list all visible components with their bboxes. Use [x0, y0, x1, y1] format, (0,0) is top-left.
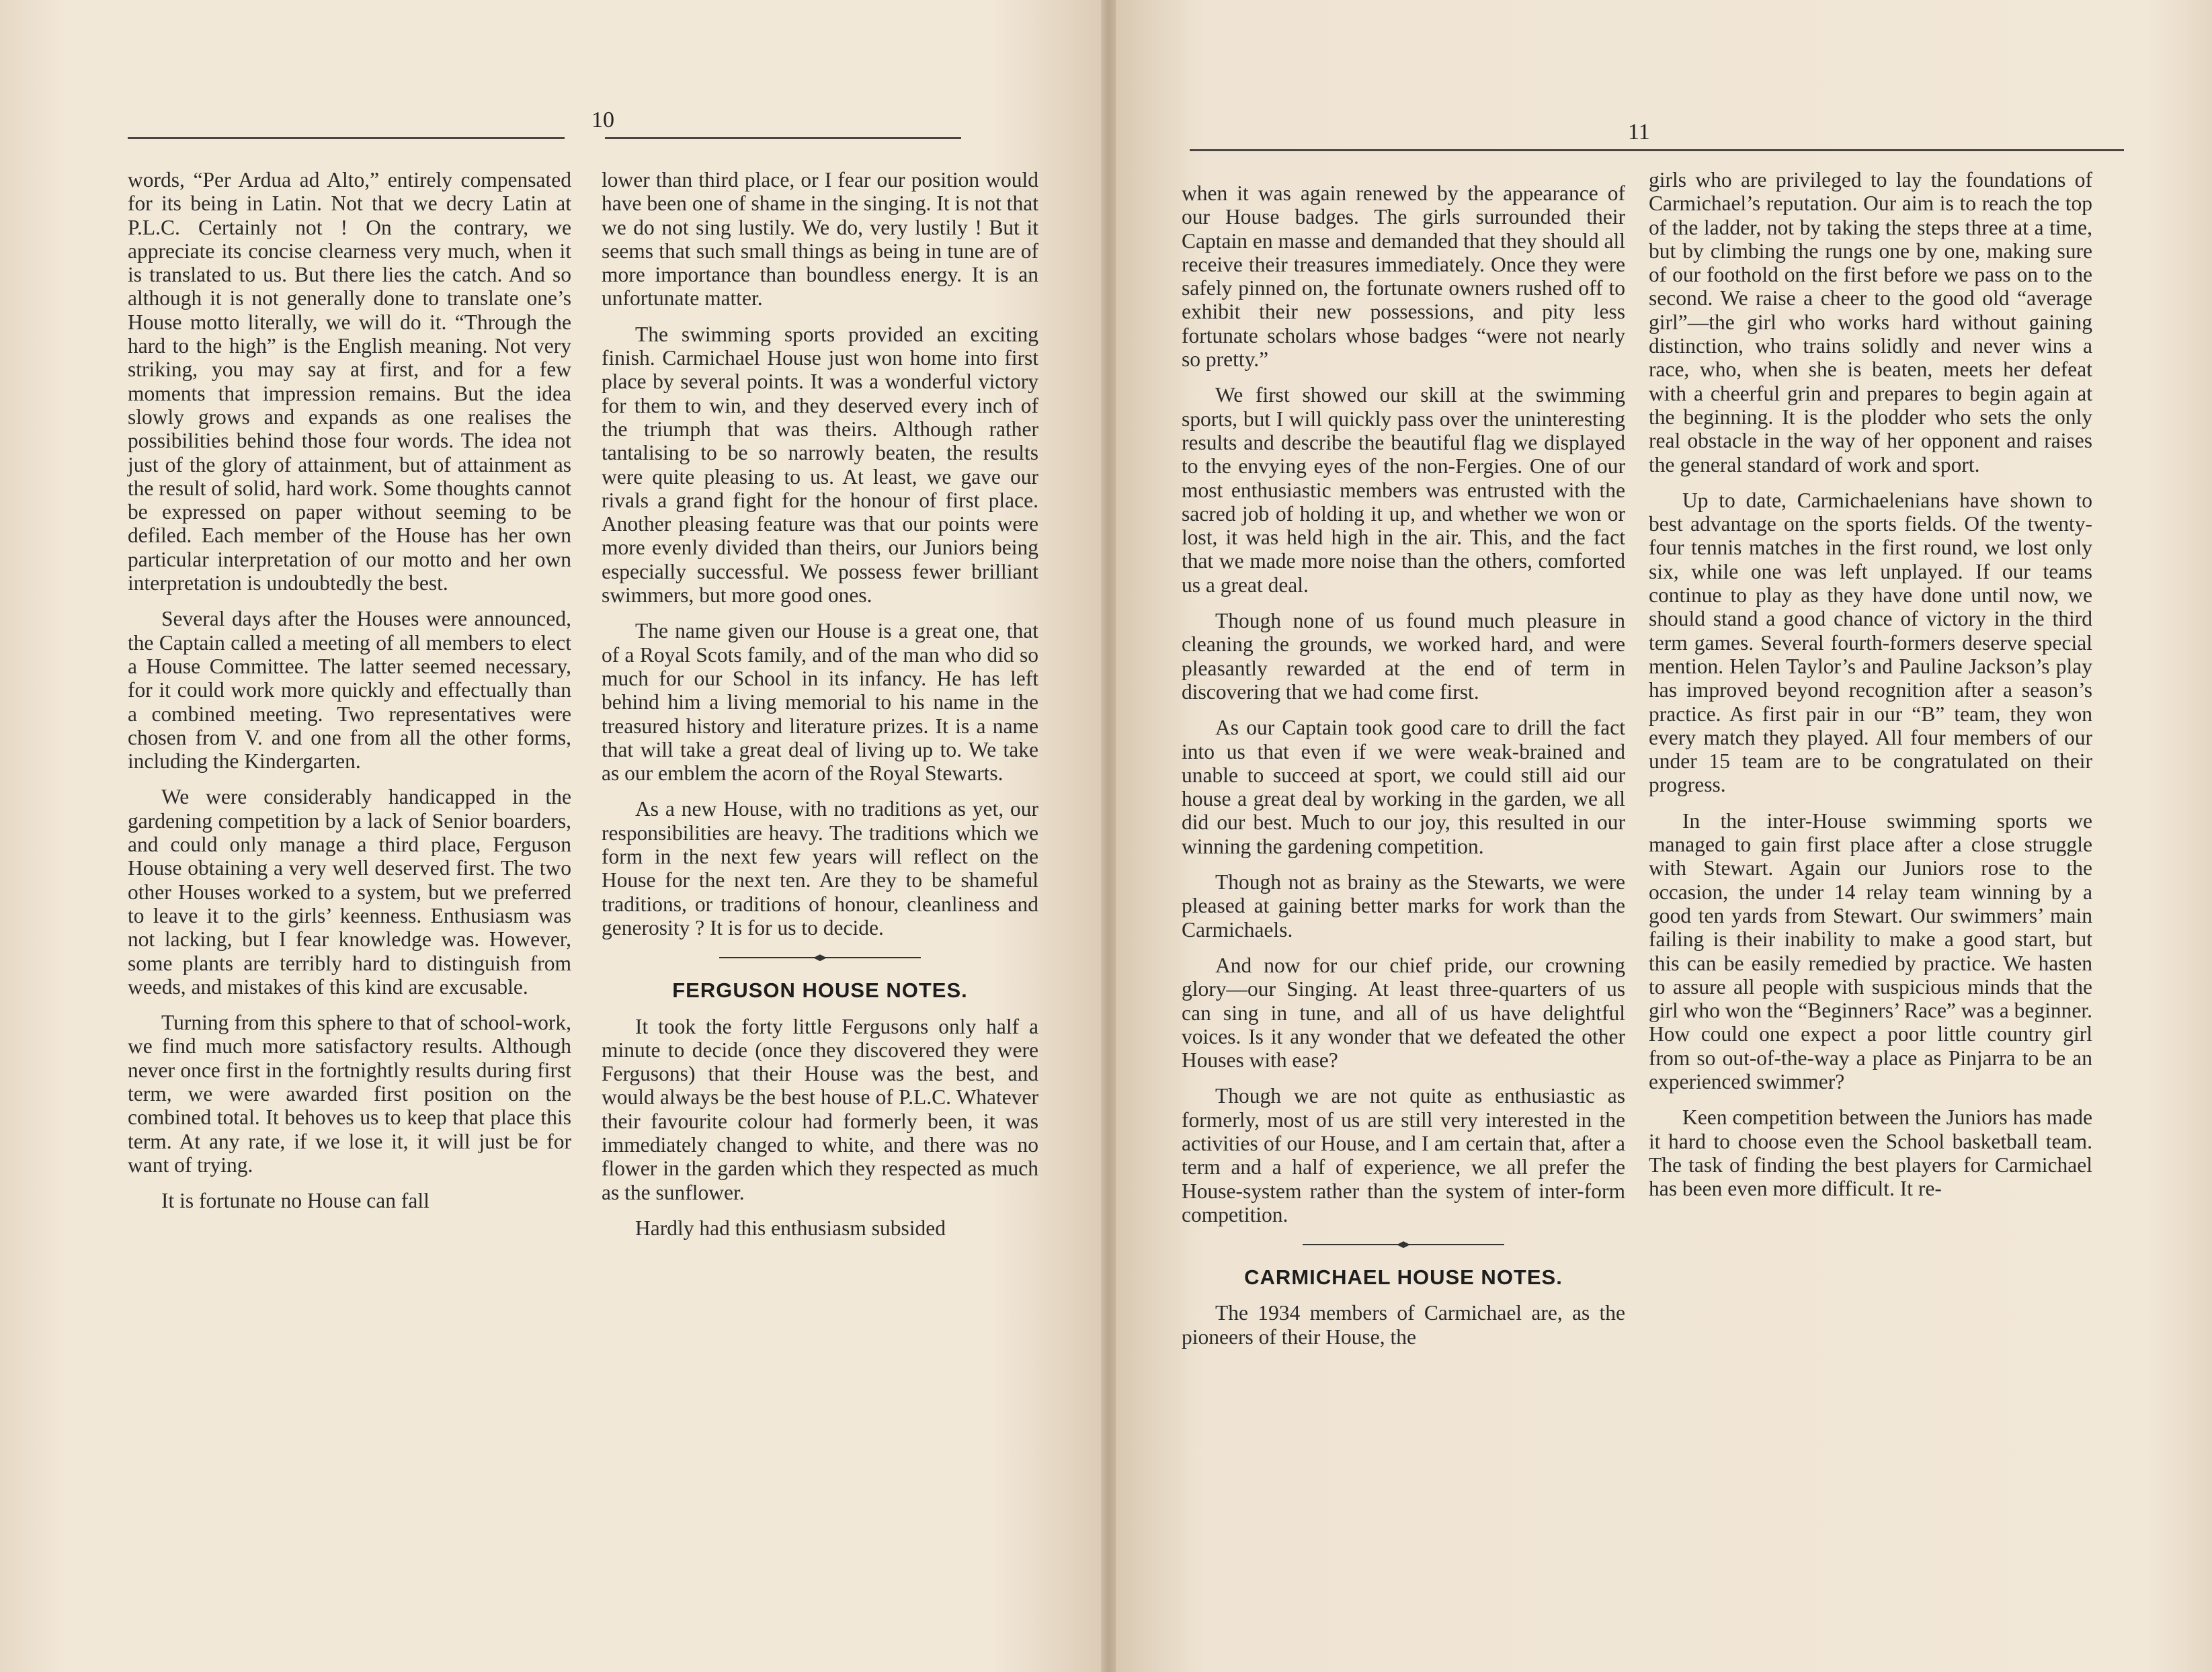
paragraph: Several days after the Houses were announced, the Captain called a meeting of all members to elect a House Committee. The latter seemed necessary, for it could work more quickly and effectually than a combined meeting. Two representatives were chosen from V. and one from all the other forms, including the Kindergarten.	[128, 607, 571, 774]
paragraph: Keen competition between the Juniors has made it hard to choose even the School basketball team. The task of finding the best players for Carmichael has been even more difficult. It re-	[1649, 1105, 2092, 1201]
paragraph: The name given our House is a great one, that of a Royal Scots family, and of the man who did so much for our School in its infancy. He has left behind him a living memorial to his name in the treasured history and literature prizes. It is a name that will take a great deal of living up to. We take as our emblem the acorn of the Royal Stewarts.	[602, 619, 1038, 786]
left-header-rule-a	[128, 137, 565, 139]
binding-gutter	[1101, 0, 1117, 1672]
left-page	[0, 0, 1102, 1672]
paragraph: Though none of us found much pleasure in cleaning the grounds, we worked hard, and were pleasantly rewarded at the end of term in discovering that we had come first.	[1182, 609, 1625, 704]
right-column-2	[1649, 168, 2092, 1212]
right-page	[1116, 0, 2212, 1672]
right-header-rule-b	[1660, 149, 2124, 151]
paragraph: And now for our chief pride, our crowning glory—our Singing. At least three-quarters of us can sing in tune, and all of us have delightful voices. Is it any wonder that we defeated the other Houses with ease?	[1182, 953, 1625, 1073]
section-divider-ornament	[719, 954, 921, 961]
paragraph: Though not as brainy as the Stewarts, we were pleased at gaining better marks for work than the Carmichaels.	[1182, 870, 1625, 942]
paragraph: Turning from this sphere to that of school-work, we find much more satisfactory results. Although never once first in the fortnightly results during first term, we were awarded first position on the combined total. It behoves us to keep that place this term. At any rate, if we lose it, it will just be for want of trying.	[128, 1011, 571, 1177]
paragraph: girls who are privileged to lay the foundations of Carmichael’s reputation. Our aim is to reach the top of the ladder, not by taking the steps three at a time, but by climbing the rungs one by one, making sure of our foothold on the first before we pass on to the second. We raise a cheer to the good old “average girl”—the girl who works hard without gaining distinction, who trains solidly and never wins a race, who, when she is beaten, meets her defeat with a cheerful grin and prepares to begin again at the beginning. It is the plodder who sets the only real obstacle in the way of her opponent and raises the general standard of work and sport.	[1649, 168, 2092, 476]
paragraph: In the inter-House swimming sports we managed to gain first place after a close struggle with Stewart. Again our Juniors rose to the occasion, the under 14 relay team winning by a good ten yards from Stewart. Our swimmers’ main failing is their inability to make a good start, but this can be easily remedied by practice. We hasten to assure all people with suspicious minds that the girl who won the “Beginners’ Race” was a beginner. How could one expect a poor little country girl from so out-of-the-way a place as Pinjarra to be an experienced swimmer?	[1649, 808, 2092, 1093]
right-page-number: 11	[1628, 120, 1650, 144]
paragraph: We first showed our skill at the swimming sports, but I will quickly pass over the uninteresting results and describe the beautiful flag we displayed to the envying eyes of the non-Fergies. One of our most enthusiastic members was entrusted with the sacred job of holding it up, and whether we won or lost, it was held high in the air. This, and the fact that we made more noise than the others, comforted us a great deal.	[1182, 383, 1625, 597]
paragraph: Hardly had this enthusiasm subsided	[635, 1216, 946, 1240]
paragraph: As our Captain took good care to drill the fact into us that even if we were weak-brained and unable to succeed at sport, we could still aid our house a great deal by working in the garden, we all did our best. Much to our joy, this resulted in our winning the gardening competition.	[1182, 716, 1625, 858]
paragraph: It took the forty little Fergusons only half a minute to decide (once they discovered they were Fergusons) that their House was the best, and would always be the best house of P.L.C. Whatever their favourite colour had formerly been, it was immediately changed to white, and there was no flower in the garden which they respected as much as the sunflower.	[602, 1014, 1038, 1204]
ferguson-house-heading: FERGUSON HOUSE NOTES.	[672, 978, 968, 1003]
left-column-1	[128, 168, 571, 1224]
paragraph: The 1934 members of Carmichael are, as the pioneers of their House, the	[1182, 1301, 1625, 1349]
paragraph: We were considerably handicapped in the gardening competition by a lack of Senior boarders, and could only manage a third place, Ferguson House obtaining a very well deserved first. The two other Houses worked to a system, but we preferred to leave it to the girls’ keenness. Enthusiasm was not lacking, but I fear knowledge was. However, some plants are terribly hard to distinguish from weeds, and mistakes of this kind are excusable.	[128, 785, 571, 999]
right-header-rule-a	[1190, 149, 1660, 151]
left-column-2	[602, 168, 1038, 1252]
section-divider-ornament	[1303, 1241, 1504, 1248]
paragraph: The swimming sports provided an exciting finish. Carmichael House just won home into first place by several points. It was a wonderful victory for them to win, and they deserved every inch of the triumph that was theirs. Although rather tantalising to be so narrowly beaten, the results were quite pleasing to us. At least, we gave our rivals a grand fight for the honour of first place. Another pleasing feature was that our points were more evenly divided than theirs, our Juniors being especially successful. We possess fewer brilliant swimmers, but more good ones.	[602, 322, 1038, 608]
paragraph: Though we are not quite as enthusiastic as formerly, most of us are still very interested in the activities of our House, and I am certain that, after a term and a half of experience, we all prefer the House-system rather than the system of inter-form competition.	[1182, 1084, 1625, 1226]
paragraph: Up to date, Carmichaelenians have shown to best advantage on the sports fields. Of the twenty-four tennis matches in the first round, we lost only six, while one was left unplayed. If our teams continue to play as they have done until now, we should stand a good chance of victory in the third term games. Several fourth-formers deserve special mention. Helen Taylor’s and Pauline Jackson’s play has improved beyond recognition after a season’s practice. As first pair in our “B” team, they won every match they played. All four members of our under 15 team are to be congratulated on their progress.	[1649, 488, 2092, 797]
paragraph: It is fortunate no House can fall	[161, 1189, 429, 1213]
paragraph: words, “Per Ardua ad Alto,” entirely compensated for its being in Latin. Not that we decry Latin at P.L.C. Certainly not ! On the contrary, we appreciate its concise clearness very much, when it is translated to us. But there lies the catch. And so although it is not generally done to translate one’s House motto literally, we will do it. “Through the hard to the high” is the English meaning. Not very striking, you may say at first, and for a few moments that impression remains. But the idea slowly grows and expands as one realises the possibilities behind those four words. The idea not just of the glory of attainment, but of attainment as the result of solid, hard work. Some thoughts cannot be expressed on paper without seeming to be defiled. Each member of the House has her own particular interpretation of our motto and her own interpretation is undoubtedly the best.	[128, 168, 571, 595]
carmichael-house-heading: CARMICHAEL HOUSE NOTES.	[1244, 1265, 1563, 1290]
left-header-rule-b	[605, 137, 961, 139]
paragraph: As a new House, with no traditions as yet, our responsibilities are heavy. The traditions which we form in the next few years will reflect on the House for the next ten. Are they to be shameful traditions, or traditions of honour, cleanliness and generosity ? It is for us to decide.	[602, 797, 1038, 939]
right-column-1	[1182, 181, 1625, 1361]
left-page-number: 10	[591, 108, 614, 132]
paragraph: when it was again renewed by the appearance of our House badges. The girls surrounded their Captain en masse and demanded that they should all receive their treasures immediately. Once they were safely pinned on, the fortunate owners rushed off to exhibit their new possessions, and pity less fortunate scholars whose badges “were not nearly so pretty.”	[1182, 181, 1625, 372]
paragraph: lower than third place, or I fear our position would have been one of shame in the singing. It is not that we do not sing lustily. We do, very lustily ! But it seems that such small things as being in tune are of more importance than boundless energy. It is an unfortunate matter.	[602, 168, 1038, 310]
